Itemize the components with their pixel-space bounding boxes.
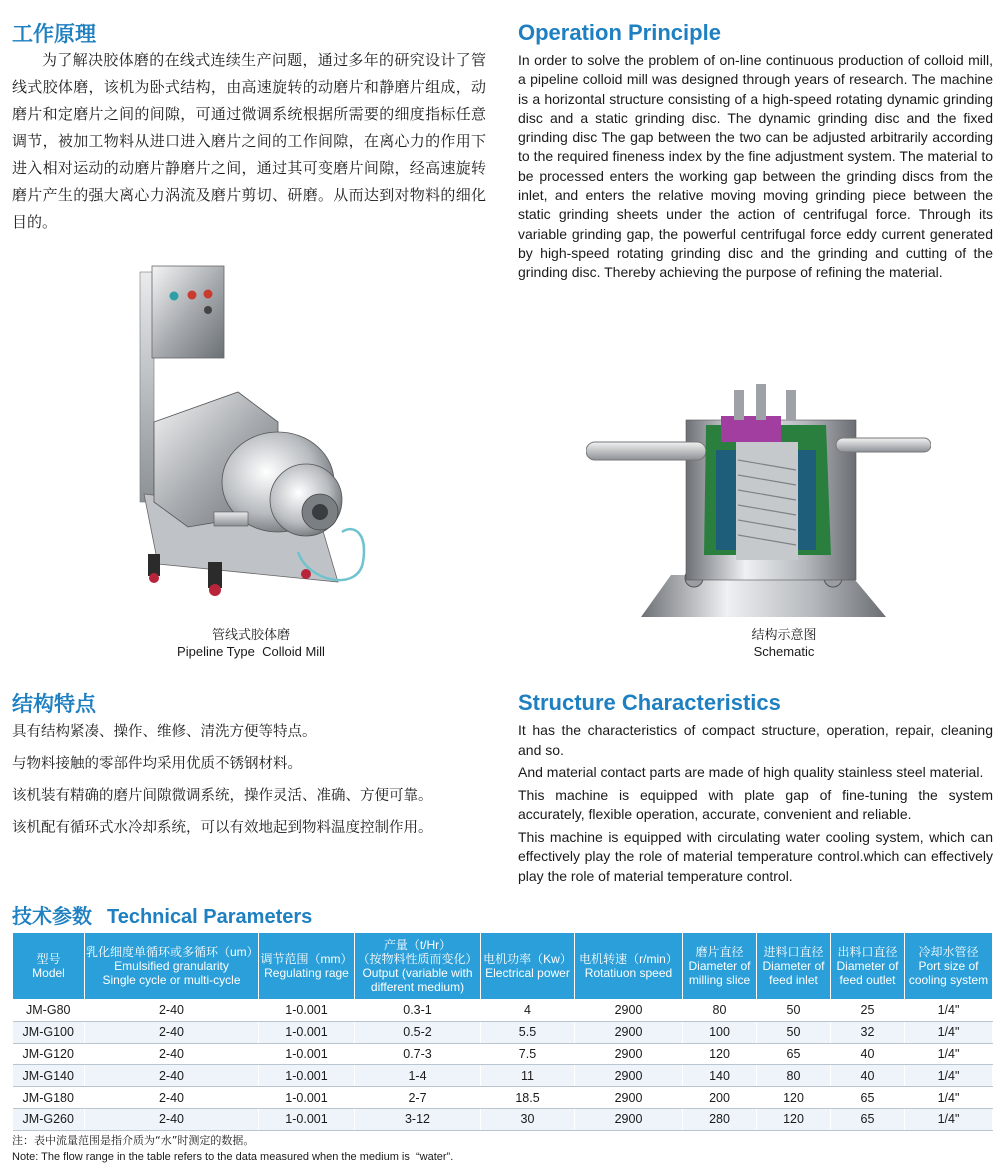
cell-speed: 2900 — [575, 1108, 683, 1130]
params-table — [12, 932, 993, 1131]
schematic-image — [586, 380, 931, 617]
table-row — [13, 1108, 993, 1130]
params-note-en: Note: The flow range in the table refers to the data measured when the medium is “water”. — [12, 1151, 454, 1163]
cell-cooling: 1/4" — [905, 1087, 993, 1109]
header-feed-inlet — [757, 933, 831, 1000]
cell-slice: 120 — [683, 1043, 757, 1065]
header-line: 进料口直径 — [763, 945, 824, 959]
cell-slice: 140 — [683, 1065, 757, 1087]
cell-speed: 2900 — [575, 1021, 683, 1043]
header-feed-outlet — [831, 933, 905, 1000]
cell-power: 18.5 — [481, 1087, 575, 1109]
cell-speed: 2900 — [575, 1087, 683, 1109]
structure-cn-item: 该机配有循环式水冷却系统，可以有效地起到物料温度控制作用。 — [12, 820, 433, 836]
cell-range: 1-0.001 — [259, 1087, 355, 1109]
header-line: feed outlet — [839, 973, 896, 987]
cell-model: JM-G140 — [13, 1065, 85, 1087]
cell-granularity: 2-40 — [85, 1065, 259, 1087]
structure-en-item: This machine is equipped with plate gap of fine-tuning the system accurately, flexible operation, accurate, convenient and reliable. — [518, 786, 993, 822]
cell-output: 0.3-1 — [355, 1000, 481, 1022]
table-row — [13, 1087, 993, 1109]
params-title-en: Technical Parameters — [106, 906, 313, 928]
header-line: Diameter of — [688, 959, 751, 973]
cell-inlet: 50 — [757, 1000, 831, 1022]
header-line: Rotatiuon speed — [584, 966, 673, 980]
header-line: Regulating rage — [264, 966, 349, 980]
cell-cooling: 1/4" — [905, 1021, 993, 1043]
params-title-cn: 技术参数 — [12, 904, 92, 928]
structure-en-item: This machine is equipped with circulating water cooling system, which can effectively play the role of material temperature control.which can effectively play the role of material temperature control. — [518, 828, 993, 884]
header-line: Emulsified granularity — [114, 959, 229, 973]
cell-speed: 2900 — [575, 1043, 683, 1065]
cell-speed: 2900 — [575, 1000, 683, 1022]
cell-output: 0.5-2 — [355, 1021, 481, 1043]
cell-outlet: 40 — [831, 1065, 905, 1087]
table-row — [13, 1043, 993, 1065]
structure-cn-item: 该机装有精确的磨片间隙微调系统，操作灵活、准确、方便可靠。 — [12, 788, 433, 804]
cell-output: 0.7-3 — [355, 1043, 481, 1065]
structure-en-title: Structure Characteristics — [518, 690, 781, 715]
header-cooling-port — [905, 933, 993, 1000]
table-row — [13, 1021, 993, 1043]
header-milling-slice — [683, 933, 757, 1000]
cell-range: 1-0.001 — [259, 1065, 355, 1087]
header-line: 电机功率（Kw） — [483, 952, 572, 966]
machine-caption-en: Pipeline Type Colloid Mill — [177, 644, 325, 659]
cell-range: 1-0.001 — [259, 1000, 355, 1022]
params-header-row — [13, 933, 993, 1000]
cell-model: JM-G180 — [13, 1087, 85, 1109]
header-line: feed inlet — [769, 973, 818, 987]
cell-slice: 80 — [683, 1000, 757, 1022]
header-speed — [575, 933, 683, 1000]
cell-inlet: 120 — [757, 1087, 831, 1109]
cell-inlet: 80 — [757, 1065, 831, 1087]
header-line: 磨片直径 — [695, 945, 744, 959]
structure-cn-item: 具有结构紧凑、操作、维修、清洗方便等特点。 — [12, 724, 317, 740]
header-line: different medium) — [370, 980, 465, 994]
header-line: 型号 — [36, 952, 61, 966]
cell-outlet: 65 — [831, 1108, 905, 1130]
cell-granularity: 2-40 — [85, 1000, 259, 1022]
principle-cn-title: 工作原理 — [12, 22, 96, 46]
cell-model: JM-G80 — [13, 1000, 85, 1022]
cell-outlet: 25 — [831, 1000, 905, 1022]
cell-granularity: 2-40 — [85, 1108, 259, 1130]
header-regulating-range — [259, 933, 355, 1000]
table-row — [13, 1000, 993, 1022]
header-output — [355, 933, 481, 1000]
header-line: Model — [32, 966, 65, 980]
schematic-caption-cn: 结构示意图 — [751, 628, 817, 643]
cell-cooling: 1/4" — [905, 1108, 993, 1130]
params-note-cn: 注：表中流量范围是指介质为“水”时测定的数据。 — [12, 1134, 255, 1147]
machine-caption — [128, 628, 374, 660]
cell-range: 1-0.001 — [259, 1108, 355, 1130]
cell-inlet: 50 — [757, 1021, 831, 1043]
params-table-wrap — [12, 932, 993, 1131]
header-line: Diameter of — [836, 959, 899, 973]
header-power — [481, 933, 575, 1000]
schematic-caption-en: Schematic — [753, 644, 815, 659]
cell-power: 7.5 — [481, 1043, 575, 1065]
header-line: 出料口直径 — [837, 945, 898, 959]
cell-power: 4 — [481, 1000, 575, 1022]
cell-granularity: 2-40 — [85, 1021, 259, 1043]
cell-speed: 2900 — [575, 1065, 683, 1087]
cell-granularity: 2-40 — [85, 1087, 259, 1109]
principle-en-title: Operation Principle — [518, 20, 721, 45]
cell-power: 30 — [481, 1108, 575, 1130]
header-granularity — [85, 933, 259, 1000]
cell-slice: 280 — [683, 1108, 757, 1130]
header-line: Port size of — [918, 959, 979, 973]
cell-range: 1-0.001 — [259, 1043, 355, 1065]
cell-cooling: 1/4" — [905, 1043, 993, 1065]
cell-model: JM-G120 — [13, 1043, 85, 1065]
structure-cn-title: 结构特点 — [12, 692, 96, 716]
header-model — [13, 933, 85, 1000]
cell-output: 3-12 — [355, 1108, 481, 1130]
cell-range: 1-0.001 — [259, 1021, 355, 1043]
header-line: 产量（t/Hr） — [383, 938, 452, 952]
cell-slice: 100 — [683, 1021, 757, 1043]
cell-slice: 200 — [683, 1087, 757, 1109]
header-line: Diameter of — [762, 959, 825, 973]
table-row — [13, 1065, 993, 1087]
principle-en-body: In order to solve the problem of on-line continuous production of colloid mill, a pipeline colloid mill was designed through years of research. The machine is a horizontal structure consisting of a high-speed rotating dynamic grinding disc and a static grinding disc. The dynamic grinding disc and the fixed grinding disc The gap between the two can be adjusted arbitrarily according to the required fineness index by the fine adjustment system. The material to be processed enters the working gap between the grinding discs from the inlet, and enters the relative moving moving grinding piece between the static grinding sheets under the action of centrifugal force. Through its variable grinding gap, the powerful centrifugal force eddy current generated by high-speed rotating grinding disc and the grinding and cutting of the grinding disc. Thereby achieving the purpose of refining the material. — [518, 52, 993, 281]
cell-power: 11 — [481, 1065, 575, 1087]
principle-cn-body-block — [12, 47, 486, 236]
cell-outlet: 32 — [831, 1021, 905, 1043]
cell-outlet: 65 — [831, 1087, 905, 1109]
params-title — [12, 900, 312, 929]
cell-cooling: 1/4" — [905, 1065, 993, 1087]
machine-caption-cn: 管线式胶体磨 — [211, 628, 290, 643]
structure-cn-list — [12, 722, 492, 850]
cell-model: JM-G260 — [13, 1108, 85, 1130]
cell-cooling: 1/4" — [905, 1000, 993, 1022]
cell-inlet: 65 — [757, 1043, 831, 1065]
principle-en-body-block — [518, 51, 993, 283]
cell-output: 2-7 — [355, 1087, 481, 1109]
cell-inlet: 120 — [757, 1108, 831, 1130]
cell-model: JM-G100 — [13, 1021, 85, 1043]
header-line: Output (variable with — [362, 966, 473, 980]
structure-en-list — [518, 721, 993, 889]
header-line: 电机转速（r/min） — [579, 952, 678, 966]
header-line: cooling system — [908, 973, 989, 987]
schematic-caption — [684, 628, 884, 660]
structure-en-item: And material contact parts are made of high quality stainless steel material. — [518, 764, 984, 780]
structure-cn-item: 与物料接触的零部件均采用优质不锈钢材料。 — [12, 756, 302, 772]
header-line: milling slice — [688, 973, 751, 987]
params-notes — [12, 1133, 992, 1165]
header-line: 乳化细度单循环或多循环（um） — [86, 945, 259, 959]
principle-cn-body: 为了解决胶体磨的在线式连续生产问题，通过多年的研究设计了管线式胶体磨，该机为卧式结构，由高速旋转的动磨片和静磨片组成，动磨片和定磨片之间的间隙，可通过微调系统根据所需要的细度指标任意调节，被加工物料从进口进入磨片之间的工作间隙，在离心力的作用下进入相对运动的动磨片静磨片之间，通过其可变磨片间隙，经高速旋转磨片产生的强大离心力涡流及磨片剪切、研磨。从而达到对物料的细化目的。 — [12, 51, 486, 231]
header-line: Single cycle or multi-cycle — [102, 973, 241, 987]
cell-granularity: 2-40 — [85, 1043, 259, 1065]
colloid-mill-photo — [128, 262, 374, 608]
cell-power: 5.5 — [481, 1021, 575, 1043]
header-line: Electrical power — [485, 966, 570, 980]
header-line: 冷却水管径 — [918, 945, 979, 959]
cell-outlet: 40 — [831, 1043, 905, 1065]
header-line: （按物料性质而变化） — [357, 952, 478, 966]
structure-en-item: It has the characteristics of compact structure, operation, repair, cleaning and so. — [518, 722, 993, 758]
header-line: 调节范围（mm） — [260, 952, 353, 966]
cell-output: 1-4 — [355, 1065, 481, 1087]
